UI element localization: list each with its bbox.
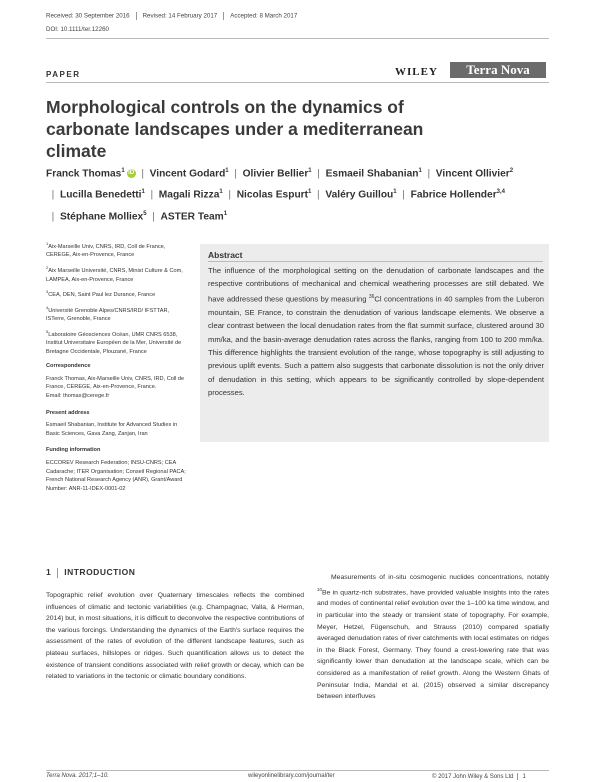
correspondence-address: Franck Thomas, Aix-Marseille Univ, CNRS, IRD, Coll de France, CEREGE, Aix-en-Provence, France. — [46, 375, 185, 391]
author-separator: | — [144, 189, 159, 201]
abstract-divider — [208, 261, 543, 262]
page-number: 1 — [522, 774, 526, 781]
author-name[interactable]: Nicolas Espurt — [236, 189, 309, 201]
author-affiliation-marker: 1 — [308, 189, 312, 196]
received-date: Received: 30 September 2016 — [46, 12, 130, 20]
author-separator: | — [222, 189, 237, 201]
author-name[interactable]: Franck Thomas — [46, 168, 122, 180]
affiliation — [46, 304, 186, 324]
affiliation — [46, 288, 186, 299]
correspondence-email[interactable]: Email: thomas@cerege.fr — [46, 393, 110, 400]
affiliation-text: Laboratoire Géosciences Océan, UMR CNRS 6538, Institut Universitaire Européen de la Mer, Université de Bretagne Occidentale, Plouzané, France — [46, 331, 182, 355]
sidebar — [46, 240, 186, 497]
affiliation — [46, 264, 186, 284]
author-affiliation-marker: 3,4 — [496, 189, 506, 196]
author-affiliation-marker: 1 — [393, 189, 397, 196]
doi[interactable]: DOI: 10.1111/ter.12260 — [46, 26, 109, 33]
article-title: Morphological controls on the dynamics of carbonate landscapes under a mediterranean climate — [46, 97, 424, 161]
footer-divider — [46, 770, 549, 771]
present-address-text: Esmaeil Shabanian, Institute for Advanced Studies in Basic Sciences, Gava Zang, Zanjan, Iran — [46, 422, 178, 437]
header-divider — [46, 38, 549, 39]
affiliation-marker: 4 — [46, 304, 49, 310]
journal-citation: Terra Nova. 2017;1–10. — [46, 773, 109, 779]
isotope-superscript: 36 — [368, 293, 375, 300]
author-affiliation-marker: 1 — [308, 168, 312, 174]
author-name[interactable]: Vincent Ollivier — [435, 168, 510, 180]
author-separator: | — [146, 211, 161, 223]
copyright: © 2017 John Wiley & Sons Ltd — [432, 774, 514, 781]
author-name[interactable]: Valéry Guillou — [325, 189, 394, 201]
affiliation-marker: 2 — [46, 265, 49, 271]
affiliation-marker: 3 — [46, 289, 49, 295]
funding-heading: Funding information — [46, 447, 101, 454]
affiliation-text: Université Grenoble Alpes/CNRS/IRD/ IFSTTAR, ISTerre, Grenoble, France — [46, 307, 170, 322]
section-title: INTRODUCTION — [64, 567, 136, 577]
author-affiliation-marker: 1 — [121, 168, 125, 174]
author-affiliation-marker: 1 — [223, 210, 228, 217]
affiliation-marker: 5 — [46, 328, 49, 334]
author-name[interactable]: Lucilla Benedetti — [59, 189, 142, 201]
col2-part2: Be in quartz-rich substrates, have provided valuable insights into the rates and modes of continental relief evolution over the 1–100 ka time window, and in particular into the steady or transient state of topography. For example, Meyer, Hetzel, Fügenschuh, and Strauss (2010) compared spatially averaged denudation rates of river catchments with local estimates on ridges in the Black Forest, Germany. They found a crest-lowering rate that was significantly lower than denudation at the landscape scale, which can be considered as a manifestation of relief growth. Along the Western Ghats of Peninsular India, Mandal et al. (2015) observed a similar discrepancy between interfluves — [317, 588, 549, 701]
author-separator: | — [396, 189, 411, 201]
author-name[interactable]: Magali Rizza — [158, 189, 220, 201]
author-affiliation-marker: 1 — [141, 189, 145, 196]
article-history — [46, 12, 297, 20]
intro-column-2 — [317, 572, 549, 703]
author-name[interactable]: Vincent Godard — [149, 168, 226, 180]
author-name[interactable]: Olivier Bellier — [242, 168, 309, 180]
author-affiliation-marker: 1 — [418, 168, 422, 174]
author-separator: | — [311, 168, 326, 180]
author-affiliation-marker: 1 — [225, 168, 229, 174]
affiliation — [46, 328, 186, 357]
section-number: 1 — [46, 567, 52, 577]
author-name[interactable]: Esmaeil Shabanian — [325, 168, 419, 180]
author-separator: | — [228, 168, 243, 180]
funding-text: ECCOREV Research Federation; INSU-CNRS; CEA Cadarache; ITER Organisation; Conseil Regional PACA; French National Research Agency (ANR), Grant/Award Number: ANR-11-IDEX-0001-02 — [46, 459, 186, 492]
correspondence-text — [46, 375, 186, 392]
affiliation-list — [46, 240, 186, 356]
correspondence-heading: Correspondence — [46, 363, 91, 370]
intro-column-1: Topographic relief evolution over Quaternary timescales reflects the combined influences of climatic and tectonic variabilities (e.g. Champagnac, Valla, & Herman, 2014) but, in most situations, it is difficult to deconvolve the respective contributions of the various forcings. Understanding the dynamics of the Earth's surface requires the assessment of the rates of evolution of the different landscape features, such as plateau surfaces, hillslopes or ridges. Such quantification allows us to detect the existence of transient conditions associated with relief growth or decay, which can be related to variations in the tectonic or climatic boundary conditions. — [46, 592, 304, 681]
section-label: PAPER — [46, 70, 81, 79]
abstract-heading: Abstract — [208, 250, 243, 260]
intro-heading — [46, 567, 135, 578]
author-separator: | — [421, 168, 436, 180]
accepted-date: Accepted: 8 March 2017 — [230, 12, 298, 20]
abstract-text — [208, 264, 544, 400]
author-name[interactable]: Fabrice Hollender — [410, 189, 497, 201]
author-separator: | — [135, 168, 150, 180]
author-affiliation-marker: 1 — [219, 189, 223, 196]
author-list — [46, 162, 556, 226]
author-separator: | — [311, 189, 326, 201]
abstract-text-part2: Cl concentrations in 40 samples from the Luberon mountain, SE France, to constrain the denudation of various landscape elements. We observe a clear contrast between the local denudation rates from the flat summit surface, clustered around 30 mm/ka, and the basin-average denudation rates across the flanks, ranging from 100 to 200 mm/ka. This difference highlights the transient evolution of the range, whose topography is still adjusting to previous uplift events. Such a pattern also suggests that carbonate dissolution is not the only driver of denudation in this setting, which appears to be significantly controlled by slope-dependent processes. — [208, 294, 544, 398]
affiliation-text: CEA, DEN, Saint Paul lez Durance, France — [48, 291, 156, 298]
isotope-superscript: 10 — [317, 586, 323, 592]
present-address-heading: Present address — [46, 409, 90, 416]
section-divider — [46, 82, 549, 83]
affiliation — [46, 240, 186, 260]
affiliation-text: Aix Marseille Université, CNRS, Minist Culture & Com, LAMPEA, Aix-en-Provence, France — [46, 267, 183, 283]
affiliation-marker: 1 — [46, 241, 49, 246]
journal-logo: Terra Nova — [450, 62, 546, 78]
author-affiliation-marker: 5 — [143, 210, 147, 217]
abstract-text-part1: The influence of the morphological setting on the denudation of carbonate landscapes and the respective contributions of mechanical and chemical weathering processes are still debated. We have addressed these questions by measuring — [208, 266, 544, 304]
author-separator: | — [46, 211, 60, 223]
journal-url[interactable]: wileyonlinelibrary.com/journal/ter — [248, 773, 335, 779]
author-name[interactable]: ASTER Team — [160, 211, 224, 223]
footer-right — [432, 773, 526, 780]
author-affiliation-marker: 2 — [509, 168, 514, 174]
author-name[interactable]: Stéphane Molliex — [59, 211, 144, 223]
affiliation-text: Aix-Marseille Univ, CNRS, IRD, Coll de France, CEREGE, Aix-en-Provence, France — [46, 243, 166, 259]
publisher-logo: WILEY — [395, 66, 438, 78]
orcid-icon[interactable]: iD — [128, 170, 135, 177]
col2-part1: Measurements of in-situ cosmogenic nuclides concentrations, notably — [331, 574, 549, 581]
revised-date: Revised: 14 February 2017 — [142, 12, 218, 20]
author-separator: | — [46, 189, 60, 201]
